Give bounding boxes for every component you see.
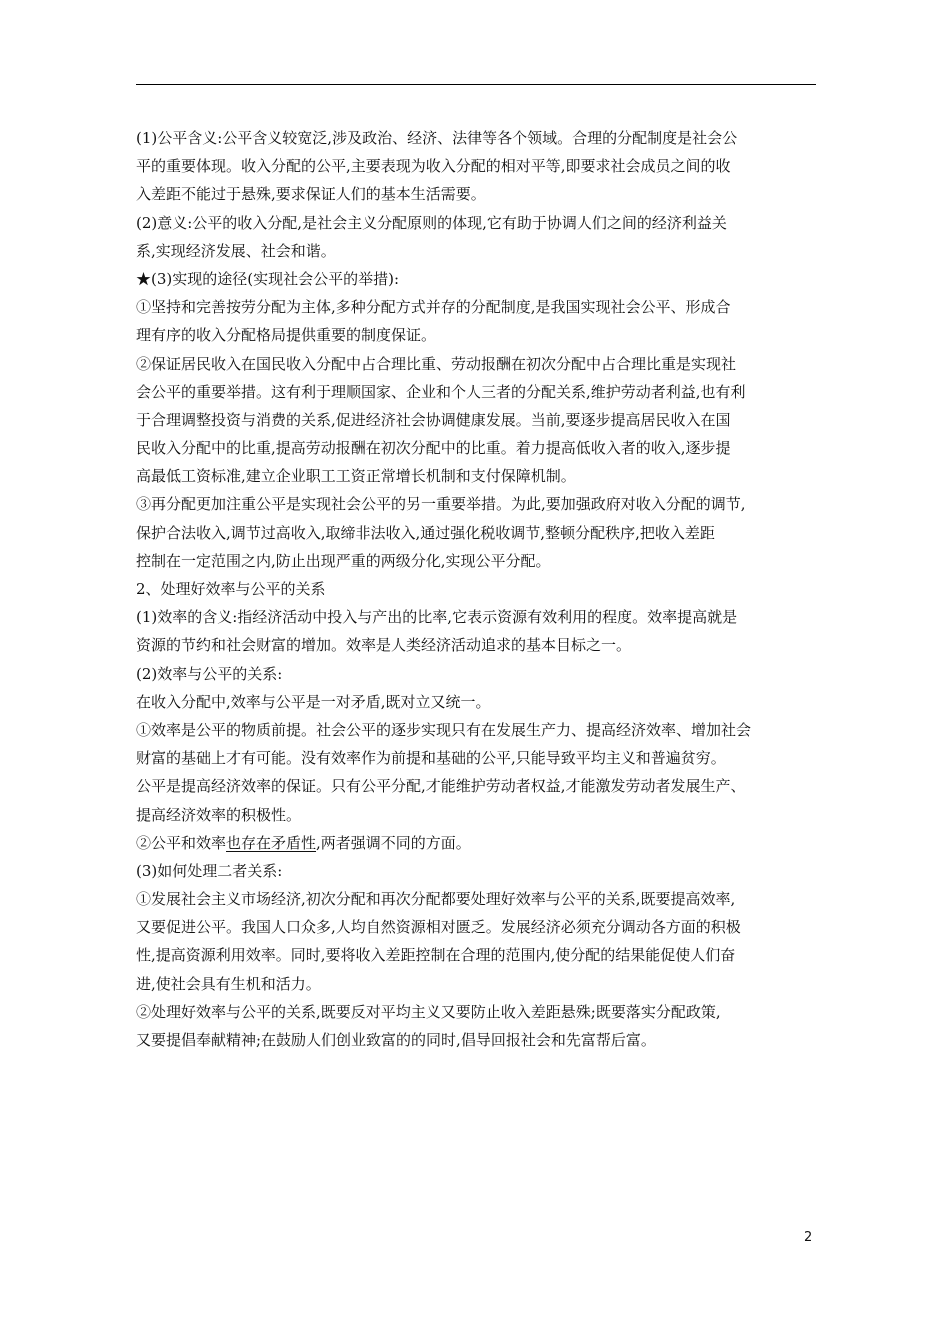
text-line: 提高经济效率的积极性。 — [136, 805, 302, 824]
text-line: 又要促进公平。我国人口众多,人均自然资源相对匮乏。发展经济必须充分调动各方面的积极 — [136, 918, 741, 937]
text-line: (3)如何处理二者关系: — [136, 861, 283, 880]
text-line: ③再分配更加注重公平是实现社会公平的另一重要举措。为此,要加强政府对收入分配的调节, — [136, 495, 746, 514]
text-line: 会公平的重要举措。这有利于理顺国家、企业和个人三者的分配关系,维护劳动者利益,也有利 — [136, 382, 746, 401]
text-line: 进,使社会具有生机和活力。 — [136, 974, 321, 993]
text-line: (1)公平含义:公平含义较宽泛,涉及政治、经济、法律等各个领域。合理的分配制度是社会公 — [136, 129, 738, 147]
text-line: ②处理好效率与公平的关系,既要反对平均主义又要防止收入差距悬殊;既要落实分配政策, — [136, 1002, 721, 1021]
text-line: 在收入分配中,效率与公平是一对矛盾,既对立又统一。 — [136, 692, 491, 711]
text-line: (2)效率与公平的关系: — [136, 664, 283, 683]
text-line: 高最低工资标准,建立企业职工工资正常增长机制和支付保障机制。 — [136, 467, 576, 486]
page-number: 2 — [804, 1230, 813, 1245]
text-line: 保护合法收入,调节过高收入,取缔非法收入,通过强化税收调节,整顿分配秩序,把收入差距 — [136, 523, 715, 542]
header-rule — [136, 84, 816, 85]
text-line: 系,实现经济发展、社会和谐。 — [136, 241, 336, 260]
text-segment: ②公平和效率 — [136, 833, 227, 852]
text-line: ★(3)实现的途径(实现社会公平的举措): — [136, 269, 400, 288]
text-segment: ,两者强调不同的方面。 — [316, 833, 471, 852]
text-line: ②保证居民收入在国民收入分配中占合理比重、劳动报酬在初次分配中占合理比重是实现社 — [136, 354, 737, 373]
text-line: 控制在一定范围之内,防止出现严重的两级分化,实现公平分配。 — [136, 551, 551, 570]
text-line: 又要提倡奉献精神;在鼓励人们创业致富的的同时,倡导回报社会和先富帮后富。 — [136, 1031, 656, 1049]
text-line: 公平是提高经济效率的保证。只有公平分配,才能维护劳动者权益,才能激发劳动者发展生产、 — [136, 777, 746, 796]
text-line: (2)意义:公平的收入分配,是社会主义分配原则的体现,它有助于协调人们之间的经济利益关 — [136, 213, 727, 232]
text-line: 平的重要体现。收入分配的公平,主要表现为收入分配的相对平等,即要求社会成员之间的收 — [136, 157, 731, 176]
text-line: 性,提高资源利用效率。同时,要将收入差距控制在合理的范围内,使分配的结果能促使人们奋 — [136, 946, 736, 965]
text-line: (1)效率的含义:指经济活动中投入与产出的比率,它表示资源有效利用的程度。效率提高就是 — [136, 608, 738, 627]
underlined-text: 也存在矛盾性 — [226, 833, 317, 852]
text-line: 财富的基础上才有可能。没有效率作为前提和基础的公平,只能导致平均主义和普遍贫穷。 — [136, 749, 726, 768]
text-line: 于合理调整投资与消费的关系,促进经济社会协调健康发展。当前,要逐步提高居民收入在国 — [136, 410, 731, 429]
section-heading: 2、处理好效率与公平的关系 — [136, 580, 326, 598]
text-line: 民收入分配中的比重,提高劳动报酬在初次分配中的比重。着力提高低收入者的收入,逐步提 — [136, 439, 731, 458]
text-line: ①效率是公平的物质前提。社会公平的逐步实现只有在发展生产力、提高经济效率、增加社会 — [136, 720, 752, 739]
text-line: ①发展社会主义市场经济,初次分配和再次分配都要处理好效率与公平的关系,既要提高效率, — [136, 890, 736, 909]
text-line: 入差距不能过于悬殊,要求保证人们的基本生活需要。 — [136, 185, 486, 204]
text-line-with-underline — [136, 829, 820, 857]
text-line: ①坚持和完善按劳分配为主体,多种分配方式并存的分配制度,是我国实现社会公平、形成合 — [136, 298, 731, 317]
text-line: 资源的节约和社会财富的增加。效率是人类经济活动追求的基本目标之一。 — [136, 636, 632, 655]
text-line: 理有序的收入分配格局提供重要的制度保证。 — [136, 326, 437, 345]
document-body — [136, 124, 820, 1054]
